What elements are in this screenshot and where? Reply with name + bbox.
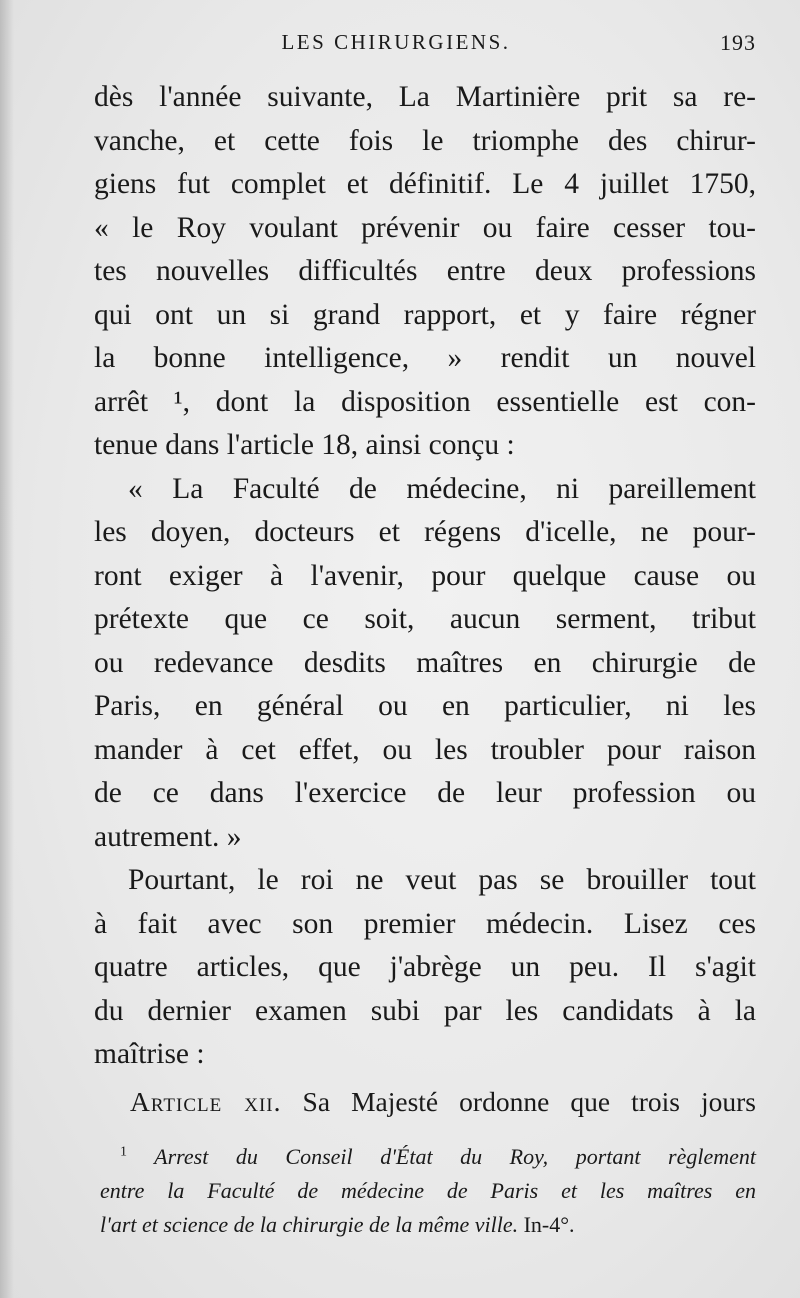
footnote-line bbox=[100, 1208, 756, 1242]
text-line: qui ont un si grand rapport, et y faire régner bbox=[94, 298, 756, 331]
quotation-line: ou redevance desdits maîtres en chirurgie de bbox=[94, 646, 756, 679]
text-line: tenue dans l'article 18, ainsi conçu : bbox=[94, 429, 515, 461]
footnote-line: entre la Faculté de médecine de Paris et les maîtres en bbox=[100, 1178, 756, 1203]
text-line: giens fut complet et définitif. Le 4 juillet 1750, bbox=[94, 168, 756, 200]
text-line: Pourtant, le roi ne veut pas se brouiller tout bbox=[128, 864, 756, 896]
running-title: LES CHIRURGIENS. bbox=[281, 30, 511, 54]
page-number: 193 bbox=[720, 30, 756, 55]
running-head bbox=[96, 28, 756, 58]
text-line: maîtrise : bbox=[94, 1038, 205, 1070]
text-line: tes nouvelles difficultés entre deux professions bbox=[94, 255, 756, 287]
quotation-line: mander à cet effet, ou les troubler pour raison bbox=[94, 733, 756, 766]
quotation-line: « La Faculté de médecine, ni pareillement bbox=[128, 472, 756, 505]
quotation-line: prétexte que ce soit, aucun serment, tribut bbox=[94, 603, 756, 635]
text-line: dès l'année suivante, La Martinière prit sa re- bbox=[94, 81, 756, 113]
text-line: du dernier examen subi par les candidats à la bbox=[94, 994, 756, 1027]
footnote bbox=[100, 1140, 756, 1242]
text-line: la bonne intelligence, » rendit un nouvel bbox=[94, 342, 756, 374]
footnote-marker: 1 bbox=[120, 1144, 127, 1160]
body-text bbox=[94, 76, 756, 1077]
text-line: vanche, et cette fois le triomphe des chirur- bbox=[94, 124, 756, 157]
quotation-line: Paris, en général ou en particulier, ni les bbox=[94, 690, 756, 722]
quotation-line: les doyen, docteurs et régens d'icelle, ne pour- bbox=[94, 516, 756, 548]
article-label: Article xii. bbox=[130, 1086, 282, 1117]
footnote-format: In-4°. bbox=[523, 1212, 575, 1237]
footnote-line bbox=[100, 1140, 756, 1174]
article-heading-line bbox=[130, 1080, 756, 1124]
article-text: Sa Majesté ordonne que trois jours bbox=[302, 1086, 756, 1117]
quotation-line: de ce dans l'exercice de leur profession ou bbox=[94, 777, 756, 809]
quotation-line: autrement. » bbox=[94, 820, 242, 853]
text-line: « le Roy voulant prévenir ou faire cesser tou- bbox=[94, 211, 756, 244]
footnote-text: l'art et science de la chirurgie de la même ville. bbox=[100, 1212, 519, 1237]
page-gutter-shadow bbox=[0, 0, 14, 1298]
quotation-line: ront exiger à l'avenir, pour quelque cause ou bbox=[94, 559, 756, 592]
footnote-text: Arrest du Conseil d'État du Roy, portant règlement bbox=[154, 1144, 756, 1169]
text-line: arrêt ¹, dont la disposition essentielle est con- bbox=[94, 385, 756, 418]
text-line: quatre articles, que j'abrège un peu. Il s'agit bbox=[94, 951, 756, 983]
text-line: à fait avec son premier médecin. Lisez ces bbox=[94, 907, 756, 940]
